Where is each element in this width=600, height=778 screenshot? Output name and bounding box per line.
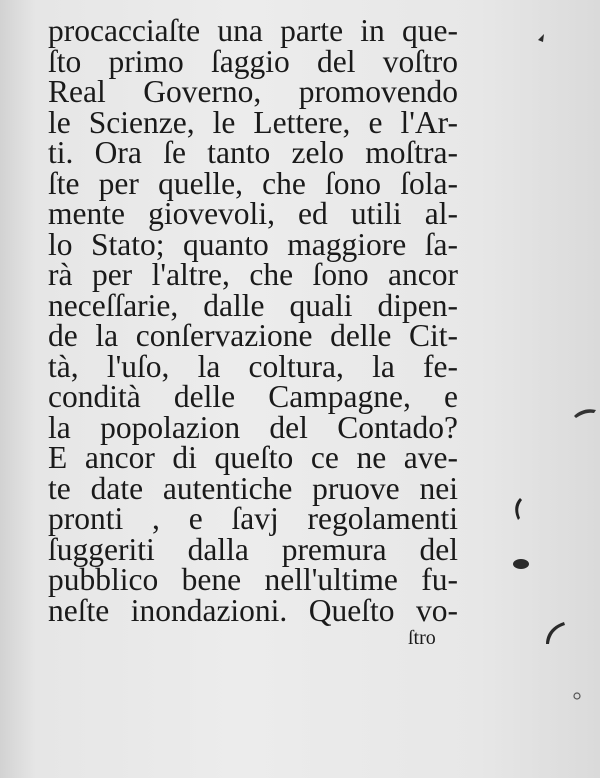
text-line: la popolazion del Contado?	[48, 409, 458, 445]
catchword: ſtro	[408, 627, 436, 649]
text-line: neſte inondazioni. Queſto vo-	[48, 592, 458, 628]
text-line: ſto primo ſaggio del voſtro	[48, 43, 458, 79]
ink-speck	[510, 496, 526, 522]
ink-speck	[534, 28, 550, 48]
ink-speck	[540, 618, 570, 648]
text-line: le Scienze, le Lettere, e l'Ar-	[48, 104, 458, 140]
body-text	[48, 13, 458, 628]
text-line: condità delle Campagne, e	[48, 379, 458, 414]
text-line: ſte per quelle, che ſono ſola-	[48, 165, 458, 201]
text-line: pubblico bene nell'ultime fu-	[48, 562, 458, 597]
text-line: neceſſarie, dalle quali dipen-	[48, 287, 458, 323]
text-line: ſuggeriti dalla premura del	[48, 531, 458, 567]
text-line: lo Stato; quanto maggiore ſa-	[48, 226, 458, 262]
text-line: procacciaſte una parte in que-	[48, 13, 458, 48]
text-line: ti. Ora ſe tanto zelo moſtra-	[48, 135, 458, 170]
text-line: te date autentiche pruove nei	[48, 470, 458, 506]
text-line: de la conſervazione delle Cit-	[48, 318, 458, 353]
text-line: Real Governo, promovendo	[48, 74, 458, 109]
ink-speck	[572, 404, 598, 422]
text-line: rà per l'altre, che ſono ancor	[48, 257, 458, 292]
ink-speck	[510, 556, 532, 572]
text-line: mente giovevoli, ed utili al-	[48, 196, 458, 231]
text-line: E ancor di queſto ce ne ave-	[48, 440, 458, 475]
text-line: pronti , e ſavj regolamenti	[48, 501, 458, 536]
text-line: tà, l'uſo, la coltura, la fe-	[48, 348, 458, 384]
ink-speck	[570, 690, 584, 702]
